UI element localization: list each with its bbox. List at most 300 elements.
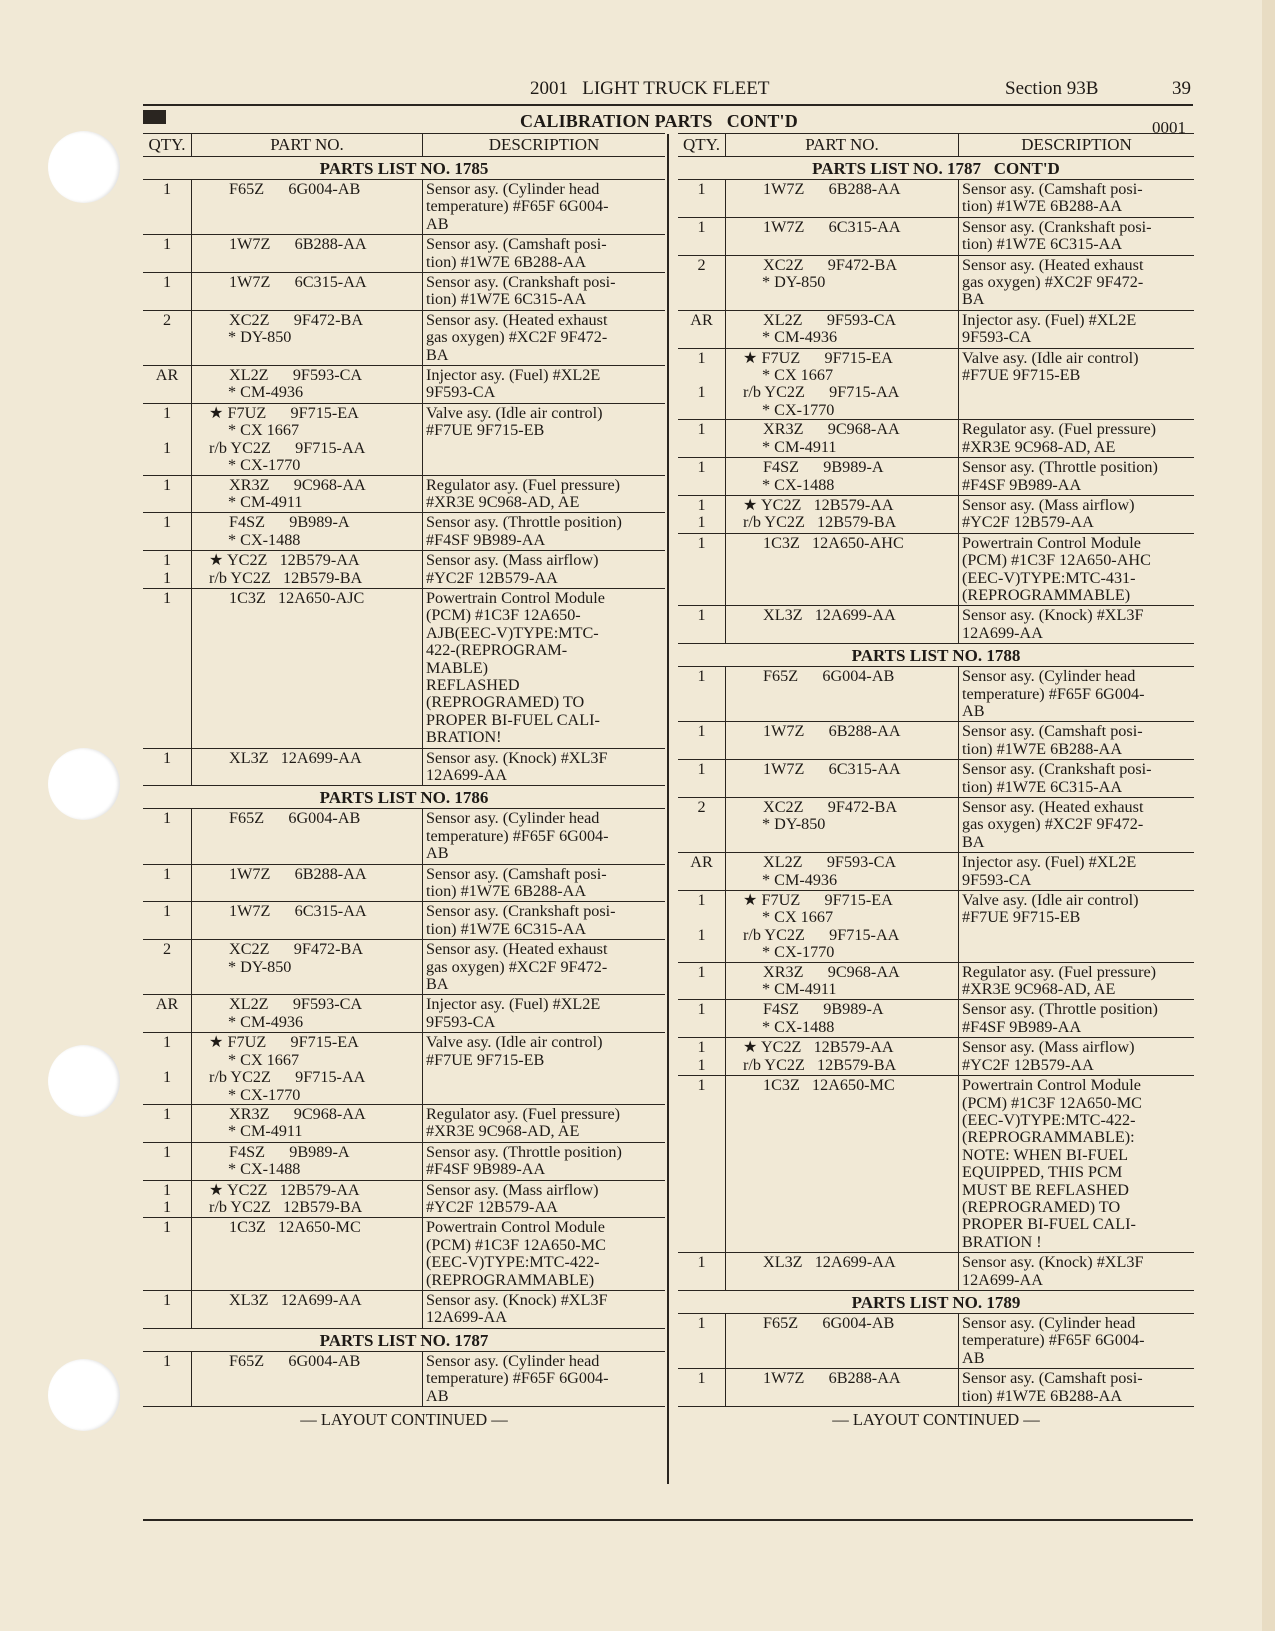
part-number-cell [191, 1033, 423, 1104]
description-line: 12A699-AA [962, 623, 1043, 642]
description-line: tion) #1W7E 6C315-AA [962, 777, 1123, 796]
description-line: (EEC-V)TYPE:MTC-422- [426, 1253, 600, 1272]
table-row [143, 404, 665, 476]
description-line: #XR3E 9C968-AD, AE [962, 437, 1116, 456]
qty-cell [143, 749, 191, 786]
part-number: ★ F7UZ 9F715-EA [743, 348, 893, 367]
part-number-cell [191, 273, 423, 310]
qty-value: 1 [697, 495, 706, 514]
description-line: #F4SF 9B989-AA [962, 1017, 1082, 1036]
description-cell [959, 1038, 1194, 1075]
qty-value: 1 [162, 180, 172, 198]
description-line: AB [426, 844, 449, 863]
part-number: 1W7Z 6C315-AA [229, 902, 367, 921]
part-number-cell [725, 1076, 959, 1252]
description-cell [423, 1033, 665, 1104]
part-number-cell [725, 1369, 959, 1406]
qty-cell [143, 940, 191, 994]
qty-cell [678, 256, 725, 310]
description-line: Sensor asy. (Mass airflow) [426, 1180, 599, 1199]
part-number: 1W7Z 6C315-AA [229, 273, 367, 292]
part-number-cell [725, 798, 959, 852]
part-number: * CM-4911 [762, 437, 837, 456]
qty-value: 1 [162, 235, 172, 254]
description-cell [423, 311, 665, 365]
desc-header: DESCRIPTION [488, 135, 600, 154]
description-line: Sensor asy. (Throttle position) [962, 1000, 1158, 1019]
description-line: #XR3E 9C968-AD, AE [426, 492, 580, 511]
parts-list-heading: PARTS LIST NO. 1787 [143, 1329, 665, 1352]
table-row [678, 1038, 1194, 1076]
part-number-cell [191, 865, 423, 902]
description-line: Injector asy. (Fuel) #XL2E [426, 995, 601, 1014]
description-line: (REPROGRAMMABLE) [962, 585, 1131, 604]
description-line: #XR3E 9C968-AD, AE [962, 980, 1116, 999]
description-line: Sensor asy. (Throttle position) [426, 1142, 622, 1161]
qty-value: 1 [162, 1351, 172, 1370]
part-number-cell [191, 180, 423, 234]
description-line: 9F593-CA [426, 1012, 496, 1031]
description-line: 12A699-AA [962, 1270, 1043, 1289]
page-number: 39 [1172, 78, 1191, 99]
description-line: (REPROGRAMED) TO [962, 1197, 1121, 1216]
qty-value: 1 [697, 458, 706, 477]
description-cell [423, 865, 665, 902]
part-number-cell [191, 589, 423, 748]
description-line: Sensor asy. (Camshaft posi- [426, 235, 607, 254]
description-line: tion) #1W7E 6B288-AA [962, 1386, 1123, 1405]
part-number: ★ F7UZ 9F715-EA [743, 891, 893, 910]
part-number: ★ YC2Z 12B579-AA [209, 1180, 360, 1199]
part-number: 1W7Z 6B288-AA [763, 1369, 901, 1388]
description-line: Sensor asy. (Crankshaft posi- [962, 760, 1152, 779]
parts-list-heading: PARTS LIST NO. 1788 [678, 644, 1194, 667]
part-number: * CX-1770 [228, 456, 301, 475]
qty-cell [143, 1143, 191, 1180]
table-row [143, 1033, 665, 1105]
description-line: Powertrain Control Module [426, 1218, 605, 1237]
part-number: XC2Z 9F472-BA [229, 310, 364, 329]
description-cell [423, 476, 665, 513]
part-number-cell [725, 722, 959, 759]
description-line: Valve asy. (Idle air control) [426, 1033, 603, 1052]
table-row [143, 995, 665, 1033]
part-number: * DY-850 [228, 957, 292, 976]
qty-cell [678, 722, 725, 759]
description-line: Sensor asy. (Cylinder head [426, 180, 600, 198]
part-number: 1C3Z 12A650-MC [229, 1218, 361, 1237]
part-number-cell [725, 180, 959, 217]
table-header [678, 133, 1194, 157]
qty-cell [678, 180, 725, 217]
qty-value: 1 [697, 891, 706, 910]
description-line: Sensor asy. (Knock) #XL3F [426, 1290, 608, 1309]
description-line: 422-(REPROGRAM- [426, 641, 568, 660]
description-cell [959, 1076, 1194, 1252]
qty-value: 1 [162, 864, 172, 883]
table-row [143, 235, 665, 273]
qty-cell [678, 349, 725, 420]
part-number: * CX 1667 [228, 421, 300, 440]
description-cell [423, 404, 665, 475]
qty-cell [143, 311, 191, 365]
page-edge [1262, 0, 1275, 1631]
table-row [678, 667, 1194, 722]
qty-cell [678, 853, 725, 890]
part-number: XC2Z 9F472-BA [763, 798, 898, 816]
part-number-cell [725, 1314, 959, 1368]
part-number: ★ F7UZ 9F715-EA [209, 1033, 359, 1052]
part-number: * CM-4911 [228, 492, 303, 511]
description-line: temperature) #F65F 6G004- [962, 684, 1145, 703]
column-divider [667, 134, 669, 1484]
desc-header: DESCRIPTION [1021, 135, 1132, 154]
part-number: * CM-4936 [228, 383, 304, 402]
part-number: * CM-4911 [228, 1122, 303, 1141]
description-line: BRATION ! [962, 1232, 1042, 1251]
part-number-cell [725, 1038, 959, 1075]
description-cell [423, 235, 665, 272]
table-row [143, 1291, 665, 1329]
qty-cell [143, 1033, 191, 1104]
table-row [143, 1218, 665, 1291]
table-row [678, 218, 1194, 256]
part-number: 1C3Z 12A650-AHC [763, 533, 904, 552]
description-line: PROPER BI-FUEL CALI- [426, 710, 600, 729]
part-number-cell [725, 1253, 959, 1290]
part-number-cell [725, 606, 959, 643]
description-line: Sensor asy. (Heated exhaust [962, 255, 1144, 274]
description-line: #YC2F 12B579-AA [426, 1197, 558, 1216]
part-number-cell [725, 963, 959, 1000]
part-number: XL2Z 9F593-CA [229, 366, 363, 385]
description-line: NOTE: WHEN BI-FUEL [962, 1145, 1129, 1164]
part-number-cell [191, 476, 423, 513]
section-label: Section 93B [1005, 78, 1099, 99]
table-row [678, 1000, 1194, 1038]
qty-cell [143, 366, 191, 403]
description-line: Regulator asy. (Fuel pressure) [426, 1104, 621, 1123]
part-number: * DY-850 [228, 328, 292, 347]
qty-value: 1 [697, 760, 706, 779]
qty-cell [678, 218, 725, 255]
qty-cell [678, 1253, 725, 1290]
qty-value [678, 367, 725, 384]
qty-cell [143, 476, 191, 513]
table-row [143, 1352, 665, 1407]
description-line: EQUIPPED, THIS PCM [962, 1163, 1123, 1182]
part-number: 1C3Z 12A650-AJC [229, 588, 365, 607]
qty-value: 1 [162, 902, 172, 921]
part-number-cell [191, 995, 423, 1032]
part-number-cell [191, 1143, 423, 1180]
table-row [678, 349, 1194, 421]
binder-hole [48, 131, 120, 203]
table-row [143, 180, 665, 235]
description-line: gas oxygen) #XC2F 9F472- [426, 957, 608, 976]
part-number: * CM-4936 [228, 1012, 304, 1031]
description-line: Regulator asy. (Fuel pressure) [962, 962, 1157, 981]
description-cell [959, 349, 1194, 420]
qty-cell [678, 1000, 725, 1037]
part-number-cell [725, 891, 959, 962]
qty-cell [143, 1352, 191, 1406]
part-number: r/b YC2Z 12B579-BA [209, 568, 363, 587]
parts-list-heading: PARTS LIST NO. 1787 CONT'D [678, 157, 1194, 180]
table-row [678, 256, 1194, 311]
description-cell [959, 667, 1194, 721]
description-cell [959, 1000, 1194, 1037]
qty-value: 2 [162, 310, 172, 329]
description-line: Sensor asy. (Mass airflow) [962, 1038, 1135, 1057]
table-header [143, 133, 665, 157]
qty-value: 1 [162, 475, 172, 494]
part-number-cell [191, 551, 423, 588]
part-number: XL2Z 9F593-CA [229, 995, 363, 1014]
table-row [143, 589, 665, 749]
description-line: (PCM) #1C3F 12A650-MC [962, 1093, 1142, 1112]
part-number: XR3Z 9C968-AA [763, 420, 900, 439]
qty-cell [143, 1218, 191, 1290]
description-line: Sensor asy. (Crankshaft posi- [962, 217, 1152, 236]
part-number: * CX-1488 [228, 1160, 301, 1179]
qty-value [143, 1087, 191, 1104]
description-line: tion) #1W7E 6C315-AA [962, 235, 1123, 254]
qty-cell [678, 667, 725, 721]
qty-value: 1 [697, 217, 706, 236]
parts-list-heading: PARTS LIST NO. 1786 [143, 786, 665, 809]
description-cell [423, 1291, 665, 1328]
part-number-cell [725, 349, 959, 420]
part-number: r/b YC2Z 9F715-AA [743, 383, 900, 402]
description-line: #F7UE 9F715-EB [962, 366, 1081, 385]
part-number-cell [725, 853, 959, 890]
description-cell [423, 1352, 665, 1406]
description-line: Sensor asy. (Throttle position) [426, 513, 622, 532]
part-number-cell [191, 311, 423, 365]
table-row [143, 809, 665, 864]
description-line: Sensor asy. (Heated exhaust [426, 940, 608, 959]
qty-value: 2 [697, 798, 706, 816]
description-line: Sensor asy. (Knock) #XL3F [426, 748, 608, 767]
description-line: temperature) #F65F 6G004- [426, 1369, 609, 1388]
table-row [678, 458, 1194, 496]
description-line: AB [962, 701, 985, 720]
part-number-cell [725, 256, 959, 310]
table-row [143, 1143, 665, 1181]
table-row [143, 902, 665, 940]
part-number-cell [725, 311, 959, 348]
description-line: gas oxygen) #XC2F 9F472- [962, 273, 1144, 292]
part-header: PART NO. [192, 134, 423, 156]
part-number: XR3Z 9C968-AA [229, 1104, 366, 1123]
part-number-cell [191, 1291, 423, 1328]
description-cell [423, 180, 665, 234]
description-line: REFLASHED [426, 675, 520, 694]
description-line: tion) #1W7E 6B288-AA [426, 882, 587, 901]
table-row [678, 496, 1194, 534]
binder-hole [48, 748, 120, 820]
qty-value: 1 [697, 1055, 706, 1074]
table-row [143, 551, 665, 589]
part-number: * CM-4911 [762, 980, 837, 999]
description-line: tion) #1W7E 6C315-AA [426, 919, 587, 938]
qty-value: 1 [697, 962, 706, 981]
table-row [143, 273, 665, 311]
table-row [678, 1369, 1194, 1407]
qty-value [143, 457, 191, 474]
part-number: r/b YC2Z 12B579-BA [743, 1055, 897, 1074]
qty-cell [678, 534, 725, 606]
qty-cell [143, 551, 191, 588]
description-line: Sensor asy. (Cylinder head [962, 1313, 1136, 1332]
table-row [678, 891, 1194, 963]
description-line: temperature) #F65F 6G004- [426, 826, 609, 845]
qty-cell [678, 798, 725, 852]
part-number: XC2Z 9F472-BA [229, 940, 364, 959]
qty-value: 2 [162, 940, 172, 959]
part-number: * CX-1488 [762, 1017, 835, 1036]
description-line: PROPER BI-FUEL CALI- [962, 1215, 1136, 1234]
table-row [143, 1105, 665, 1143]
description-line: #XR3E 9C968-AD, AE [426, 1122, 580, 1141]
part-number: * CX 1667 [228, 1050, 300, 1069]
description-line: MUST BE REFLASHED [962, 1180, 1129, 1199]
qty-value: 1 [697, 180, 706, 198]
description-line: BA [426, 975, 449, 994]
description-cell [959, 1369, 1194, 1406]
description-line: (PCM) #1C3F 12A650-MC [426, 1235, 606, 1254]
left-column [143, 133, 665, 1430]
description-line: #F7UE 9F715-EB [962, 908, 1081, 927]
table-row [678, 311, 1194, 349]
part-number: XL3Z 12A699-AA [229, 1290, 362, 1309]
description-line: Regulator asy. (Fuel pressure) [962, 420, 1157, 439]
qty-value: AR [690, 853, 713, 872]
qty-header: QTY. [678, 134, 726, 156]
description-line: AB [426, 1386, 449, 1405]
table-row [143, 513, 665, 551]
description-line: (REPROGRAMMABLE): [962, 1128, 1135, 1147]
description-cell [423, 995, 665, 1032]
qty-value: 1 [162, 1068, 172, 1087]
description-line: Sensor asy. (Knock) #XL3F [962, 606, 1144, 625]
description-cell [959, 853, 1194, 890]
index-mark [143, 110, 166, 124]
description-line: (PCM) #1C3F 12A650-AHC [962, 551, 1151, 570]
description-line: Sensor asy. (Crankshaft posi- [426, 273, 616, 292]
qty-cell [143, 1291, 191, 1328]
description-line: #F7UE 9F715-EB [426, 421, 545, 440]
description-line: 9F593-CA [962, 328, 1032, 347]
qty-value [678, 402, 725, 419]
description-line: 12A699-AA [426, 1308, 507, 1327]
description-line: tion) #1W7E 6B288-AA [962, 197, 1123, 216]
qty-value: 1 [162, 1180, 172, 1199]
calibration-title: CALIBRATION PARTS CONT'D [520, 111, 798, 131]
qty-value: 1 [697, 1076, 706, 1095]
description-cell [959, 798, 1194, 852]
part-number: 1W7Z 6B288-AA [229, 235, 367, 254]
qty-value: AR [690, 310, 713, 329]
description-line: BA [962, 290, 985, 309]
part-number: F65Z 6G004-AB [763, 667, 895, 686]
description-cell [423, 749, 665, 786]
qty-value: 1 [162, 513, 172, 532]
part-number-cell [191, 1181, 423, 1218]
table-row [143, 940, 665, 995]
description-line: temperature) #F65F 6G004- [426, 197, 609, 216]
part-number-cell [191, 1105, 423, 1142]
table-row [678, 722, 1194, 760]
part-number: XL2Z 9F593-CA [763, 310, 897, 329]
description-line: gas oxygen) #XC2F 9F472- [962, 815, 1144, 834]
footer-rule [143, 1519, 1193, 1521]
qty-value: 1 [162, 809, 172, 828]
qty-value: 1 [697, 722, 706, 741]
part-number-cell [725, 420, 959, 457]
qty-value: 1 [162, 1197, 172, 1216]
layout-continued: — LAYOUT CONTINUED — [832, 1410, 1040, 1429]
qty-cell [143, 902, 191, 939]
description-line: Injector asy. (Fuel) #XL2E [426, 366, 601, 385]
description-line: Powertrain Control Module [426, 588, 605, 607]
description-cell [959, 458, 1194, 495]
layout-continued: — LAYOUT CONTINUED — [300, 1410, 508, 1429]
part-number-cell [191, 749, 423, 786]
description-line: #F4SF 9B989-AA [426, 1160, 546, 1179]
qty-cell [143, 404, 191, 475]
qty-value [678, 944, 725, 961]
description-line: 9F593-CA [426, 383, 496, 402]
description-line: AJB(EEC-V)TYPE:MTC- [426, 623, 599, 642]
description-cell [959, 963, 1194, 1000]
qty-value: 1 [162, 438, 172, 457]
table-row [143, 865, 665, 903]
part-number: F65Z 6G004-AB [229, 1351, 361, 1370]
qty-value: 1 [697, 1038, 706, 1057]
table-row [678, 963, 1194, 1001]
description-cell [959, 606, 1194, 643]
part-number: ★ YC2Z 12B579-AA [743, 495, 894, 514]
part-number: ★ YC2Z 12B579-AA [209, 551, 360, 570]
description-line: MABLE) [426, 658, 489, 677]
part-number: 1C3Z 12A650-MC [763, 1076, 895, 1095]
description-cell [423, 551, 665, 588]
description-cell [959, 420, 1194, 457]
part-number: ★ F7UZ 9F715-EA [209, 403, 359, 422]
qty-cell [678, 760, 725, 797]
table-row [143, 311, 665, 366]
qty-cell [678, 1314, 725, 1368]
part-number: XC2Z 9F472-BA [763, 255, 898, 274]
description-line: Sensor asy. (Throttle position) [962, 458, 1158, 477]
table-row [678, 853, 1194, 891]
description-line: #YC2F 12B579-AA [962, 1055, 1094, 1074]
description-line: Regulator asy. (Fuel pressure) [426, 475, 621, 494]
description-line: 12A699-AA [426, 766, 507, 784]
qty-cell [143, 235, 191, 272]
part-number: r/b YC2Z 9F715-AA [209, 1068, 366, 1087]
description-line: (REPROGRAMMABLE) [426, 1270, 595, 1289]
table-row [143, 366, 665, 404]
part-number-cell [191, 809, 423, 863]
qty-value: 1 [162, 1218, 172, 1237]
table-row [678, 1314, 1194, 1369]
description-line: 9F593-CA [962, 870, 1032, 889]
description-line: Sensor asy. (Camshaft posi- [962, 180, 1143, 198]
qty-cell [678, 1076, 725, 1252]
